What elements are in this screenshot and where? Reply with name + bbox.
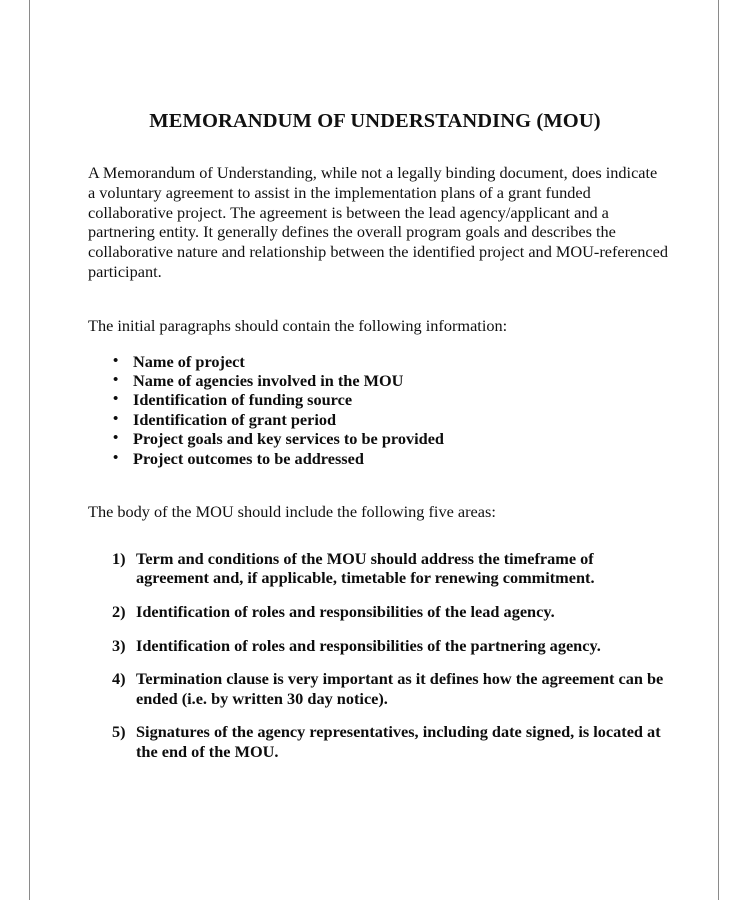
list-item-marker: 3) xyxy=(112,635,126,655)
list-item-label: Project outcomes to be addressed xyxy=(133,448,364,468)
list-item-label: Term and conditions of the MOU should address the timeframe of agreement and, if applicable, timetable for renewing commitment. xyxy=(136,548,595,588)
intro-paragraph: A Memorandum of Understanding, while not a legally binding document, does indicate a voluntary agreement to assist in the implementation plans of a grant funded collaborative project. The agreement is between the lead agency/applicant and a partnering entity. It generally defines the overall program goals and describes the collaborative nature and relationship between the identified project and MOU-referenced participant. xyxy=(88,163,668,281)
bullet-icon: • xyxy=(113,449,119,466)
list-item-label: Identification of grant period xyxy=(133,409,337,429)
list-item xyxy=(88,390,668,409)
bullet-icon: • xyxy=(113,410,119,427)
list-item xyxy=(88,722,668,761)
list-item xyxy=(88,449,668,468)
list-item-label: Identification of roles and responsibilities of the partnering agency. xyxy=(136,635,601,655)
spacer xyxy=(88,336,668,352)
list-item-label: Identification of roles and responsibilities of the lead agency. xyxy=(136,602,555,621)
spacer xyxy=(88,282,668,316)
list-item xyxy=(88,669,668,708)
list-item-label: Termination clause is very important as it defines how the agreement can be ended (i.e. by written 30 day notice). xyxy=(136,669,664,708)
list-item-marker: 4) xyxy=(112,669,126,689)
list-item-label: Identification of funding source xyxy=(133,390,353,410)
list-item xyxy=(88,352,668,371)
bullet-icon: • xyxy=(113,352,119,369)
list-item-marker: 2) xyxy=(112,602,126,621)
list-item xyxy=(88,371,668,390)
page-title: MEMORANDUM OF UNDERSTANDING (MOU) xyxy=(149,109,601,132)
document-body xyxy=(88,163,668,762)
list-item-label: Name of project xyxy=(133,351,245,371)
list-item-label: Name of agencies involved in the MOU xyxy=(133,370,404,390)
numbered-section-lead-in: The body of the MOU should include the following five areas: xyxy=(88,502,496,522)
list-item xyxy=(88,410,668,429)
page-right-edge-rule xyxy=(718,0,719,900)
bullet-icon: • xyxy=(113,391,119,408)
bullet-section-lead-in: The initial paragraphs should contain the following information: xyxy=(88,315,508,335)
bullet-icon: • xyxy=(113,430,119,447)
page-left-edge-rule xyxy=(29,0,30,900)
list-item-label: Signatures of the agency representatives, including date signed, is located at the end of the MOU. xyxy=(136,722,661,761)
spacer xyxy=(88,468,668,502)
mou-body-numbered-list xyxy=(88,549,668,762)
list-item xyxy=(88,429,668,448)
list-item xyxy=(88,602,668,622)
requirements-bullet-list xyxy=(88,352,668,468)
list-item xyxy=(88,636,668,656)
list-item-marker: 5) xyxy=(112,722,126,742)
list-item-label: Project goals and key services to be provided xyxy=(133,429,444,449)
list-item-marker: 1) xyxy=(112,548,126,568)
spacer xyxy=(88,522,668,549)
list-item xyxy=(88,549,668,588)
bullet-icon: • xyxy=(113,371,119,388)
